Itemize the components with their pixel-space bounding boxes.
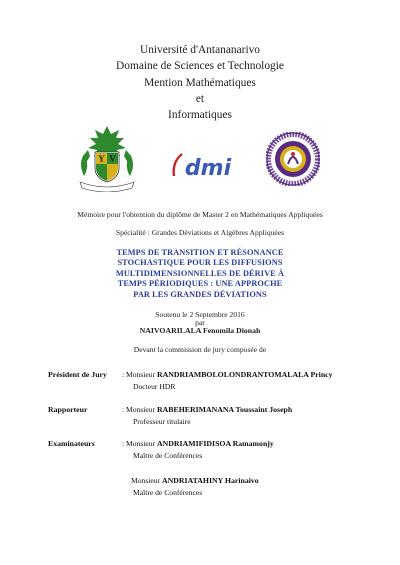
rapporteur-prefix: : Monsieur [122,405,156,414]
president-name: RANDRIAMBOLOLONDRANTOMALALA Princy [157,370,333,379]
title-line: TEMPS DE TRANSITION ET RÉSONANCE [116,248,284,257]
title-line: STOCHASTIQUE POUR LES DIFFUSIONS [117,258,283,268]
examinateur-entry [131,476,259,485]
svg-text:V: V [109,153,116,164]
dmi-logo [168,150,234,188]
title-line: TEMPS PÉRIODIQUES : UNE APPROCHE [117,279,283,289]
president-prefix: : Monsieur [122,370,156,379]
role-rapporteur: Rapporteur [48,405,88,414]
par-label: par [195,318,205,327]
examinateur-name: ANDRIAMIFIDISOA Ramamonjy [157,439,274,448]
defense-date: Soutenu le 2 Septembre 2016 [155,310,245,319]
examinateur-prefix: : Monsieur [122,439,156,448]
examinateur-title: Maître de Conférences [133,451,203,460]
domain-name: Domaine de Sciences et Technologie [116,60,284,73]
title-line: MULTIDIMENSIONNELLES DE DÉRIVE À [115,268,285,278]
thesis-title [90,248,310,300]
informatiques-label: Informatiques [168,109,232,122]
university-emblem-icon [74,124,140,192]
logos-row [0,124,400,194]
author-name: NAIVOARILALA Fenomila Dionah [139,326,261,335]
role-examinateurs: Examinateurs [48,439,95,448]
examinateur-name: ANDRIATAHINY Harinaivo [162,476,259,485]
rapporteur-name: RABEHERIMANANA Toussaint Joseph [157,405,293,414]
svg-text:Y: Y [98,153,105,164]
jury-intro: Devant la commission de jury composée de [133,345,267,354]
conjunction: et [195,92,205,105]
president-title: Docteur HDR [133,382,176,391]
memoire-purpose: Mémoire pour l'obtention du diplôme de Master 2 en Mathématiques Appliquées [77,210,323,219]
svg-text:dmi: dmi [184,156,232,181]
examinateur-title: Maître de Conférences [133,488,203,497]
president-entry [122,370,333,379]
rapporteur-entry [122,405,292,414]
examinateur-prefix: Monsieur [131,476,161,485]
university-name: Université d'Antananarivo [139,44,261,56]
rapporteur-title: Professeur titulaire [133,417,191,426]
institution-header [0,42,400,123]
dmi-emblem-icon [168,150,234,188]
faculty-seal-icon [266,132,320,186]
examinateur-entry [122,439,274,448]
role-president: Président de Jury [48,370,107,379]
specialite: Spécialité : Grandes Déviations et Algèbres Appliquées [115,228,285,237]
mention-name: Mention Mathématiques [144,76,256,89]
title-line: PAR LES GRANDES DÉVIATIONS [133,289,267,299]
